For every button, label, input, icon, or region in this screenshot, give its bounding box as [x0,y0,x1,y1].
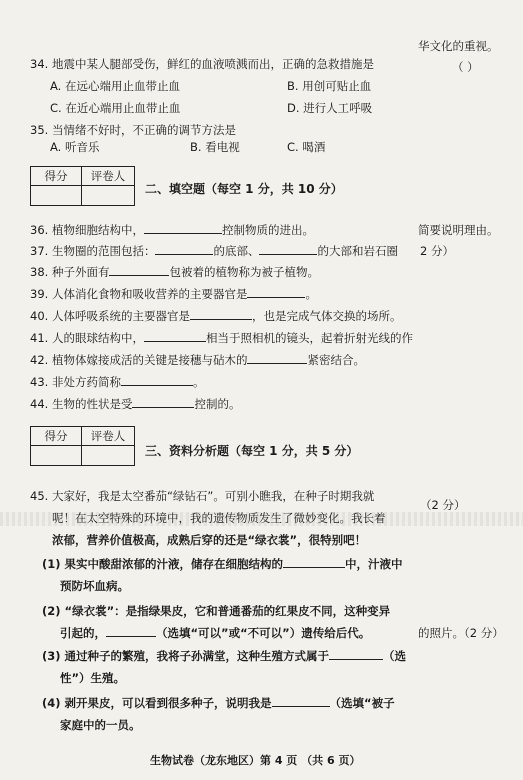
answer-blank[interactable] [155,243,213,255]
section-3-title: 三、资料分析题（每空 1 分，共 5 分） [145,444,359,458]
question-45-sub-2: (2) “绿衣裳”：是指绿果皮，它和普通番茄的红果皮不同，这种变异 [42,604,391,618]
question-35-stem: 35. 当情绪不好时，不正确的调节方法是 [30,123,236,137]
answer-blank[interactable] [247,286,305,298]
grader-cell[interactable] [82,446,135,466]
answer-blank[interactable] [132,396,194,408]
score-cell[interactable] [31,186,82,206]
answer-blank[interactable] [329,648,383,660]
q34-option-a: A. 在远心端用止血带止血 [50,79,180,93]
page-footer: 生物试卷（龙东地区）第 4 页 （共 6 页） [150,754,361,767]
question-38: 38. 种子外面有 包被着的植物称为被子植物。 [30,265,319,279]
answer-blank[interactable] [247,352,307,364]
answer-blank[interactable] [283,556,345,568]
adjacent-page-note: （2 分） [420,498,466,512]
score-table [30,166,135,206]
answer-blank[interactable] [144,222,222,234]
question-34-stem: 34. 地震中某人腿部受伤，鲜红的血液喷溅而出，正确的急救措施是 [30,57,374,71]
question-41: 41. 人的眼球结构中， 相当于照相机的镜头，起着折射光线的作 [30,331,413,345]
grader-label: 评卷人 [82,167,135,186]
score-label: 得分 [31,427,82,446]
question-45-sub-4: (4) 剥开果皮，可以看到很多种子，说明我是 （选填“被子 [42,696,395,710]
question-36: 36. 植物细胞结构中， 控制物质的进出。 [30,223,314,237]
q35-option-c: C. 喝酒 [287,140,326,154]
answer-blank[interactable] [109,264,169,276]
question-45-passage-line: 呢！在太空特殊的环境中，我的遗传物质发生了微妙变化。我长着 [52,511,386,525]
question-42: 42. 植物体嫁接成活的关键是接穗与砧木的 紧密结合。 [30,353,365,367]
score-cell[interactable] [31,446,82,466]
q35-option-b: B. 看电视 [190,140,240,154]
question-45-sub-4-cont: 家庭中的一员。 [60,718,141,732]
question-39: 39. 人体消化食物和吸收营养的主要器官是 。 [30,287,317,301]
answer-blank[interactable] [106,625,156,637]
q35-option-a: A. 听音乐 [50,140,100,154]
q34-option-b: B. 用创可贴止血 [287,79,372,93]
answer-blank[interactable] [144,330,206,342]
section-2-title: 二、填空题（每空 1 分，共 10 分） [145,182,343,196]
question-45-sub-3-cont: 性”）生殖。 [60,671,126,685]
adjacent-page-note: 2 分） [420,244,454,258]
question-45-sub-1: (1) 果实中酸甜浓郁的汁液，储存在细胞结构的 中，汁液中 [42,557,403,571]
grader-cell[interactable] [82,186,135,206]
question-45-sub-2-cont: 引起的， （选填“可以”或“不可以”）遗传给后代。 [60,626,371,640]
score-label: 得分 [31,167,82,186]
q34-option-d: D. 进行人工呼吸 [287,101,373,115]
question-45-passage-line: 浓郁，营养价值极高，成熟后穿的还是“绿衣裳”，很特别吧！ [52,533,367,547]
answer-paren: （ ） [452,60,479,74]
answer-blank[interactable] [121,374,193,386]
grader-label: 评卷人 [82,427,135,446]
question-45-sub-3: (3) 通过种子的繁殖，我将子孙满堂，这种生殖方式属于 （选 [42,649,407,663]
question-44: 44. 生物的性状是受 控制的。 [30,397,241,411]
question-45-sub-1-cont: 预防坏血病。 [60,579,129,593]
adjacent-page-note: 的照片。（2 分） [418,626,504,640]
question-40: 40. 人体呼吸系统的主要器官是 ，也是完成气体交换的场所。 [30,309,402,323]
question-45-passage-line: 45. 大家好，我是太空番茄“绿钻石”。可别小瞧我，在种子时期我就 [30,489,375,503]
q34-option-c: C. 在近心端用止血带止血 [50,101,181,115]
question-37: 37. 生物圈的范围包括： 的底部、 的大部和岩石圈 [30,244,398,258]
answer-blank[interactable] [190,308,252,320]
answer-blank[interactable] [259,243,317,255]
adjacent-page-note: 简要说明理由。 [418,223,499,237]
answer-blank[interactable] [272,695,330,707]
score-table [30,426,135,466]
question-43: 43. 非处方药简称 。 [30,375,205,389]
adjacent-page-note: 华文化的重视。 [418,39,499,53]
